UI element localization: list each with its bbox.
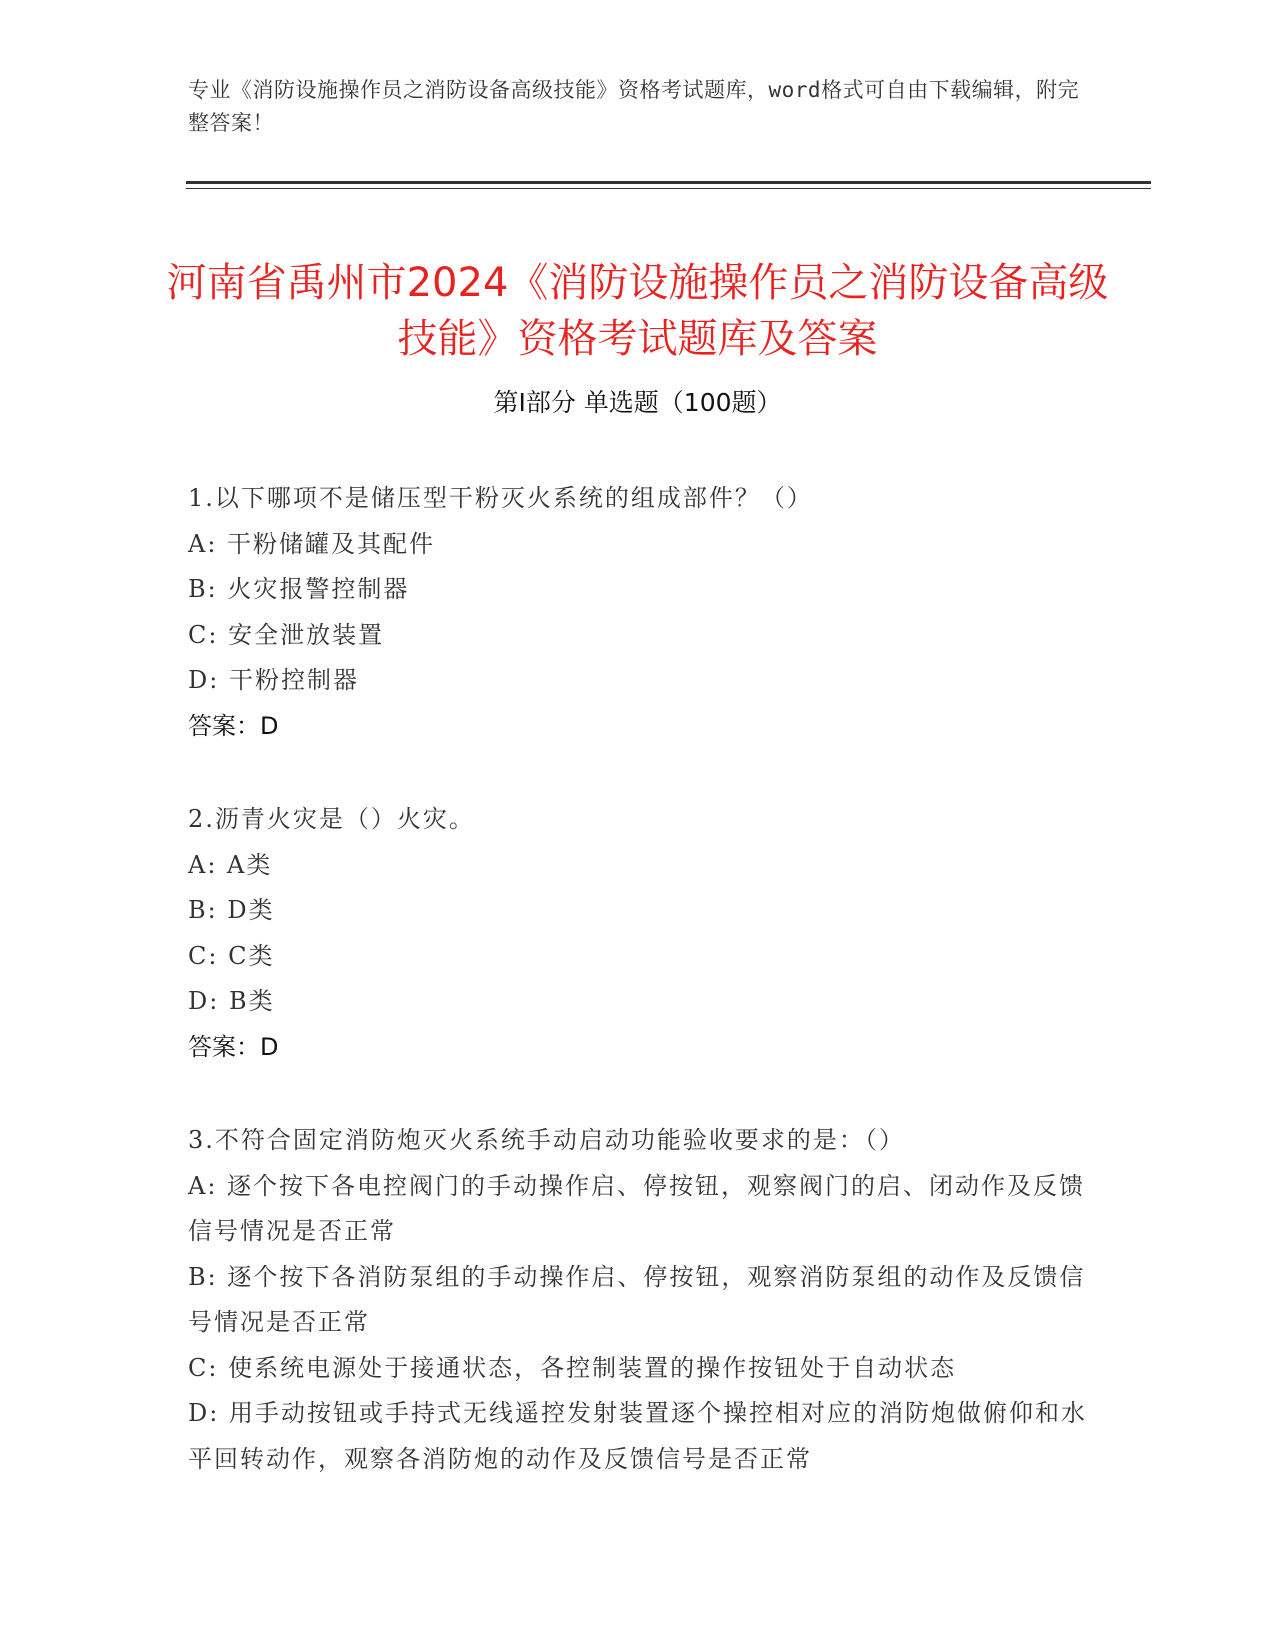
option-a: A: 干粉储罐及其配件 — [188, 529, 436, 558]
header-divider-thick — [186, 181, 1151, 184]
option-b: B: D类 — [188, 896, 275, 924]
section-title: 第I部分 单选题（100题） — [493, 388, 782, 417]
option-b: B: 逐个按下各消防泵组的手动操作启、停按钮，观察消防泵组的动作及反馈信号情况是否正常 — [188, 1262, 1086, 1336]
question-stem: 2.沥青火灾是（）火灾。 — [188, 805, 475, 833]
question-3 — [188, 1118, 1088, 1482]
option-c: C: C类 — [188, 941, 275, 970]
option-b: B: 火灾报警控制器 — [188, 575, 410, 603]
header-divider-thin — [186, 188, 1151, 189]
answer: 答案：D — [188, 711, 279, 740]
document-title: 河南省禹州市2024《消防设施操作员之消防设备高级技能》资格考试题库及答案 — [166, 259, 1109, 362]
option-c: C: 使系统电源处于接通状态，各控制装置的操作按钮处于自动状态 — [188, 1353, 957, 1382]
option-d: D: B类 — [188, 987, 275, 1015]
question-stem: 1.以下哪项不是储压型干粉灭火系统的组成部件？（） — [188, 484, 813, 512]
question-list — [188, 476, 1088, 1530]
option-d: D: 用手动按钮或手持式无线遥控发射装置逐个操控相对应的消防炮做俯仰和水平回转动作，观察各消防炮的动作及反馈信号是否正常 — [188, 1399, 1087, 1473]
option-d: D: 干粉控制器 — [188, 666, 359, 694]
question-2 — [188, 797, 1088, 1070]
question-stem: 3.不符合固定消防炮灭火系统手动启动功能验收要求的是：（） — [188, 1126, 905, 1154]
option-a: A: 逐个按下各电控阀门的手动操作启、停按钮，观察阀门的启、闭动作及反馈信号情况是否正常 — [188, 1171, 1086, 1245]
question-1 — [188, 476, 1088, 749]
option-a: A: A类 — [188, 850, 273, 879]
answer: 答案：D — [188, 1032, 279, 1061]
header-note: 专业《消防设施操作员之消防设备高级技能》资格考试题库，word格式可自由下载编辑，附完整答案！ — [188, 78, 1080, 135]
option-c: C: 安全泄放装置 — [188, 620, 385, 649]
